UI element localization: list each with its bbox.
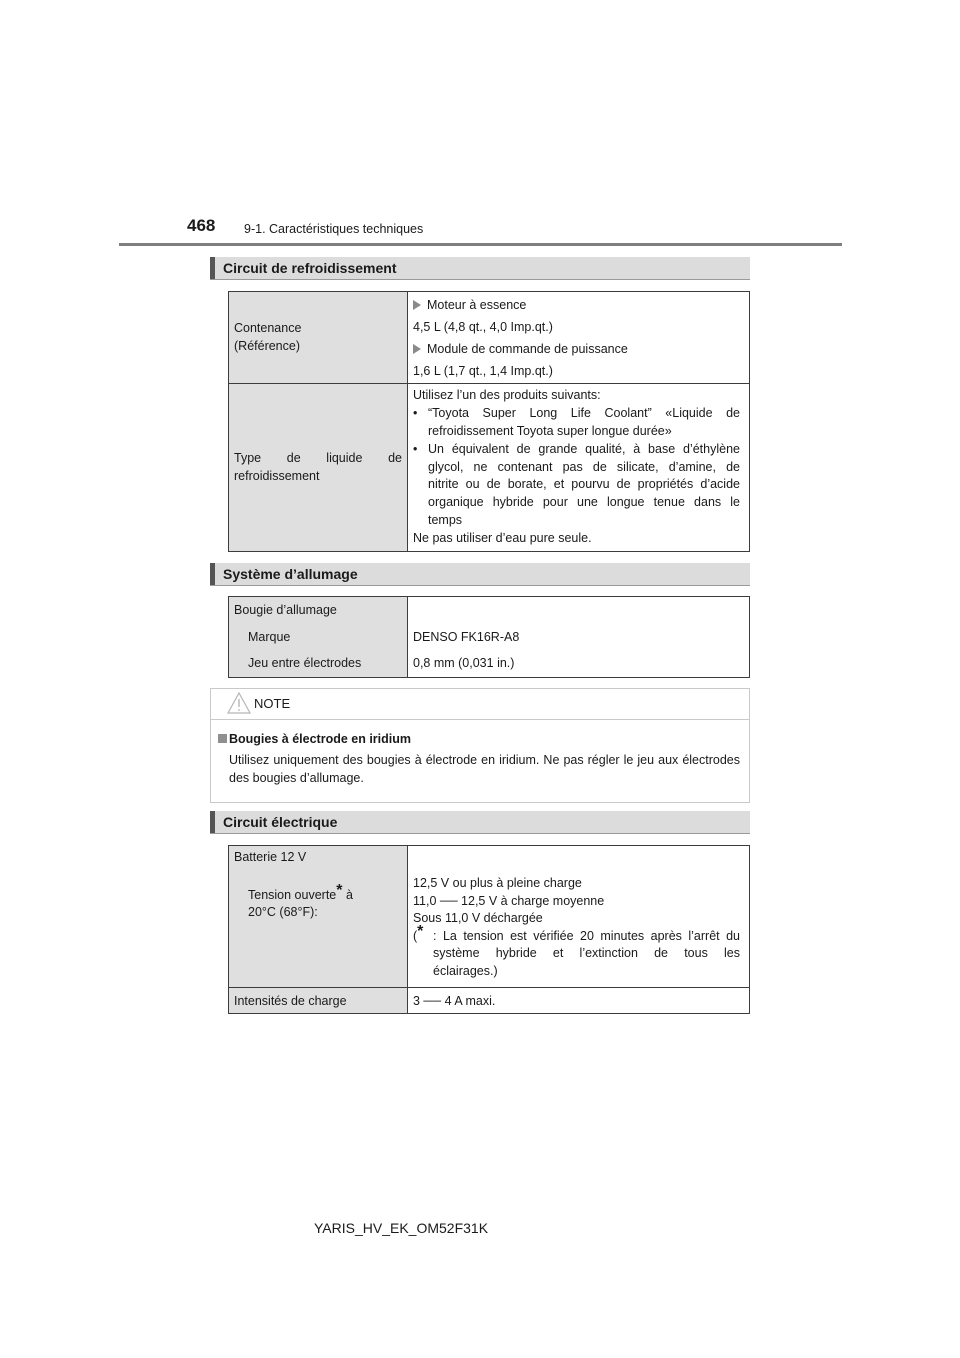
bullet-text-line: “Toyota Super Long Life Coolant” «Liquide de xyxy=(428,406,740,421)
capacity-label-cell xyxy=(229,292,408,384)
voltage-label-text: Tension ouverte xyxy=(248,887,337,902)
note-header xyxy=(211,689,749,720)
charge-label-cell xyxy=(229,988,408,1014)
section-header-cooling xyxy=(210,257,750,280)
bullet-text-line: Un équivalent de grande qualité, à base d’éthylène xyxy=(428,441,740,456)
gap-value: 0,8 mm (0,031 in.) xyxy=(413,656,515,670)
coolant-intro: Utilisez l’un des produits suivants: xyxy=(413,388,601,403)
section-header-bar xyxy=(210,257,215,279)
section-header-bar xyxy=(210,563,215,585)
coolant-label-2: refroidissement xyxy=(234,468,320,483)
note-title: NOTE xyxy=(254,696,291,711)
ignition-value-cell xyxy=(408,597,750,678)
table-row xyxy=(229,292,750,384)
triangle-arrow-icon xyxy=(413,300,421,310)
section-title: Circuit de refroidissement xyxy=(223,260,397,276)
capacity-label-ref: (Référence) xyxy=(234,338,300,353)
table-row xyxy=(229,988,750,1014)
charge-label: Intensités de charge xyxy=(234,993,347,1008)
charge-value: 3 ── 4 A maxi. xyxy=(413,993,496,1008)
section-header-ignition xyxy=(210,563,750,586)
footnote-line: : La tension est vérifiée 20 minutes après l’arrêt du xyxy=(433,928,740,943)
note-box xyxy=(210,688,750,803)
square-bullet-icon xyxy=(218,734,227,743)
engine-label: Moteur à essence xyxy=(427,297,527,312)
ignition-label-cell xyxy=(229,597,408,678)
voltage-label xyxy=(234,881,402,905)
coolant-label-cell xyxy=(229,384,408,552)
coolant-value-cell xyxy=(408,384,750,552)
bullet-icon: • xyxy=(413,406,418,421)
bullet-icon: • xyxy=(413,441,418,456)
capacity-value-cell xyxy=(408,292,750,384)
footnote-line: système hybride et l’extinction de tous les xyxy=(433,946,740,960)
note-subtitle: Bougies à électrode en iridium xyxy=(229,732,411,746)
coolant-note: Ne pas utiliser d’eau pure seule. xyxy=(413,530,592,545)
header-rule xyxy=(119,243,842,246)
chapter-title: 9-1. Caractéristiques techniques xyxy=(244,222,424,236)
warning-triangle-icon xyxy=(226,691,252,715)
page-number: 468 xyxy=(187,216,216,235)
plug-label: Bougie d’allumage xyxy=(234,603,337,617)
engine-row xyxy=(413,294,744,316)
bullet-text-line: organique hybride pour une longue tenue dans le xyxy=(428,495,740,510)
brand-label: Marque xyxy=(248,629,291,644)
section-header-electrical xyxy=(210,811,750,834)
footnote-line: éclairages.) xyxy=(433,963,498,978)
gap-label: Jeu entre électrodes xyxy=(248,656,362,670)
brand-value: DENSO FK16R-A8 xyxy=(413,629,520,644)
note-text: Utilisez uniquement des bougies à électrode en iridium. Ne pas régler le jeu aux électrodes des bougies d’allumage. xyxy=(229,753,740,785)
pcu-label: Module de commande de puissance xyxy=(427,341,628,356)
electrical-spec-table xyxy=(228,845,750,1014)
voltage-temperature: 20°C (68°F): xyxy=(248,905,318,919)
battery-label-cell xyxy=(229,846,408,988)
cooling-spec-table xyxy=(228,291,750,552)
footnote-marker xyxy=(413,922,424,946)
bullet-text-line: glycol, ne contenant pas de silicate, d’amine, de xyxy=(428,459,740,474)
table-row xyxy=(229,384,750,552)
list-item xyxy=(413,405,740,441)
voltage-value-cell xyxy=(408,846,750,988)
charge-value-cell xyxy=(408,988,750,1014)
footnote-paren: ( xyxy=(413,928,418,943)
asterisk-icon: * xyxy=(336,881,343,899)
coolant-label: Type de liquide de xyxy=(234,450,402,465)
section-title: Système d’allumage xyxy=(223,566,358,582)
voltage-line: Sous 11,0 V déchargée xyxy=(413,911,543,925)
section-header-bar xyxy=(210,811,215,833)
bullet-text-line: refroidissement Toyota super longue durée» xyxy=(428,424,672,438)
battery-label: Batterie 12 V xyxy=(234,850,307,864)
voltage-line: 11,0 ── 12,5 V à charge moyenne xyxy=(413,893,605,908)
bullet-text-line: temps xyxy=(428,512,463,527)
capacity-label: Contenance xyxy=(234,320,302,335)
engine-value: 4,5 L (4,8 qt., 4,0 Imp.qt.) xyxy=(413,319,553,334)
asterisk-icon: * xyxy=(417,922,424,940)
footer-model-code: YARIS_HV_EK_OM52F31K xyxy=(314,1220,489,1236)
footnote xyxy=(413,922,740,981)
voltage-label-text: à xyxy=(345,887,353,902)
ignition-spec-table xyxy=(228,596,750,678)
voltage-line: 12,5 V ou plus à pleine charge xyxy=(413,876,582,890)
pcu-value: 1,6 L (1,7 qt., 1,4 Imp.qt.) xyxy=(413,363,553,378)
bullet-text-line: nitrite ou de borate, et pourvu de propriétés d’acide xyxy=(428,477,740,492)
triangle-arrow-icon xyxy=(413,344,421,354)
list-item xyxy=(413,441,740,530)
table-row xyxy=(229,846,750,988)
table-row xyxy=(229,597,750,678)
section-title: Circuit électrique xyxy=(223,814,338,830)
pcu-row xyxy=(413,338,744,360)
